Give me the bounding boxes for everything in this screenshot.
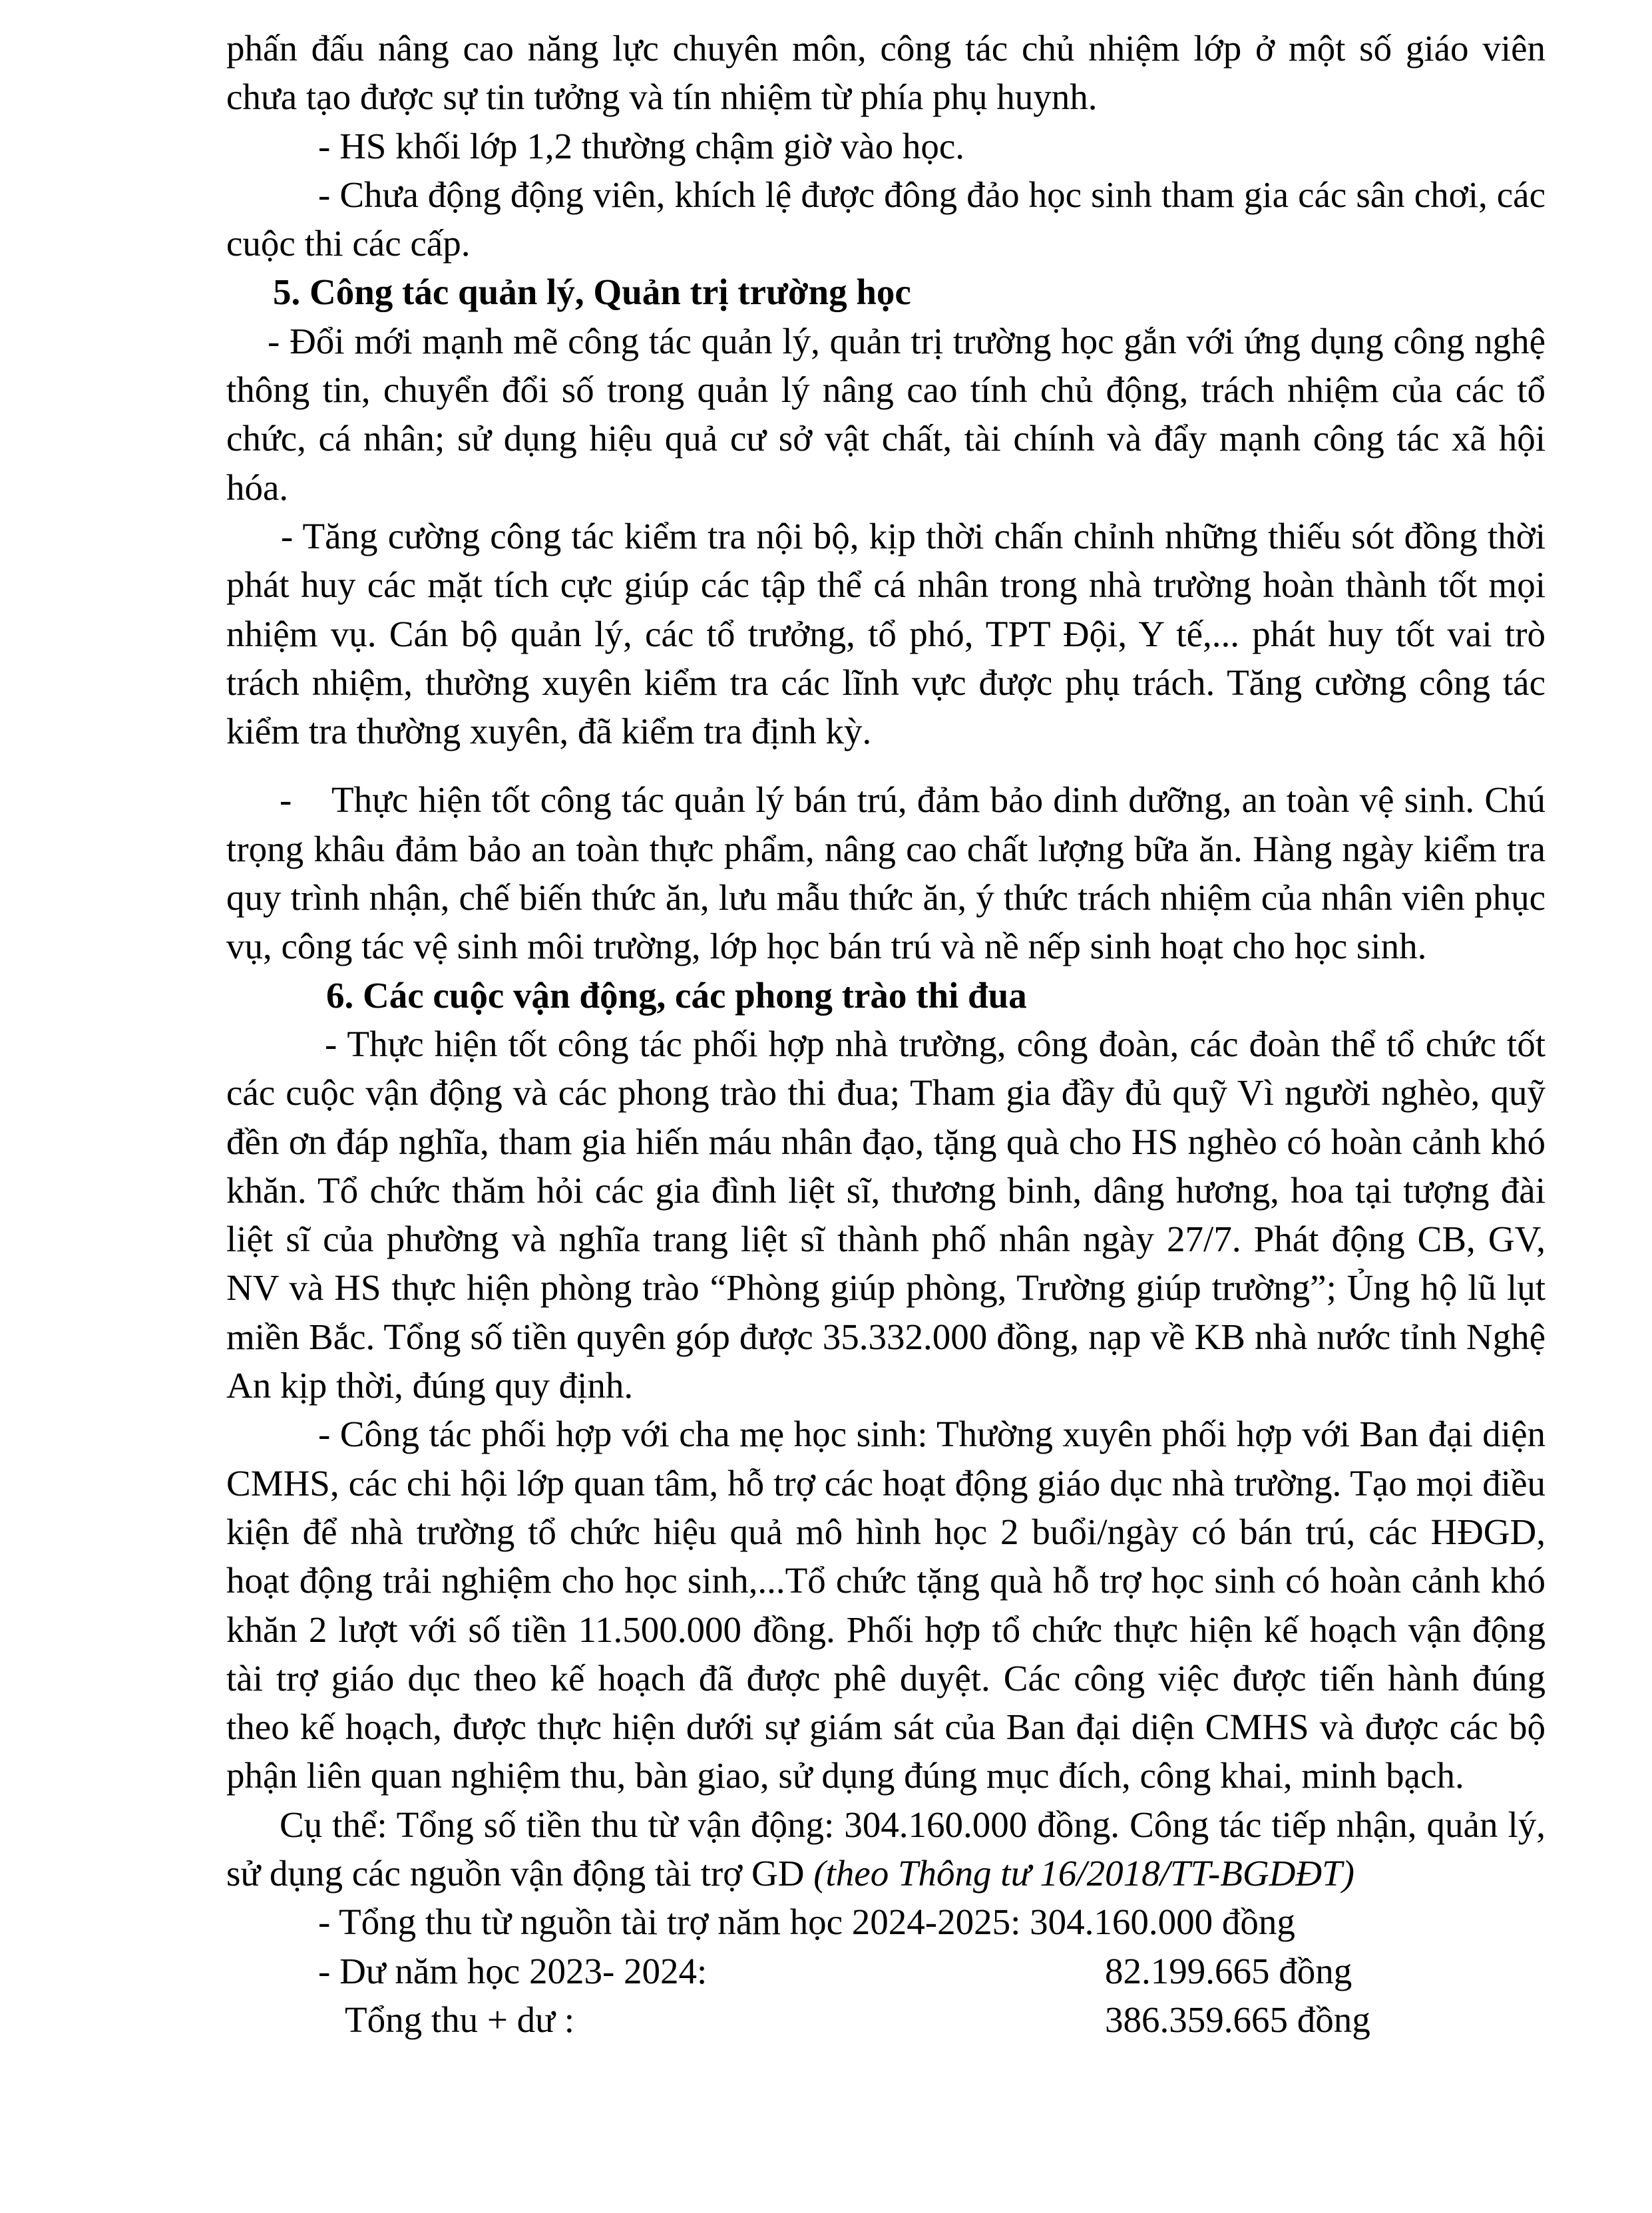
paragraph-parent-cooperation: - Công tác phối hợp với cha mẹ học sinh: Thường xuyên phối hợp với Ban đại diện CMHS, các chi hội lớp quan tâm, hỗ trợ các hoạt động giáo dục nhà trường. Tạo mọi điều kiện để nhà trường tổ chức hiệu quả mô hình học 2 buổi/ngày có bán trú, các HĐGD, hoạt động trải nghiệm cho học sinh,...Tổ chức tặng quà hỗ trợ học sinh có hoàn cảnh khó khăn 2 lượt với số tiền 11.500.000 đồng. Phối hợp tổ chức thực hiện kế hoạch vận động tài trợ giáo dục theo kế hoạch đã được phê duyệt. Các công việc được tiến hành đúng theo kế hoạch, được thực hiện dưới sự giám sát của Ban đại diện CMHS và được các bộ phận liên quan nghiệm thu, bàn giao, sử dụng đúng mục đích, công khai, minh bạch. (226, 1414, 1546, 1796)
paragraph-late-students: - HS khối lớp 1,2 thường chậm giờ vào học. (318, 125, 964, 166)
summary-label: Tổng thu + dư : (345, 1999, 574, 2040)
summary-value: 386.359.665 đồng (1105, 1999, 1370, 2040)
summary-row-grand-total (226, 1995, 1546, 2044)
paragraph-boarding (226, 775, 1546, 970)
summary-label: - Dư năm học 2023- 2024: (318, 1950, 708, 1991)
paragraph-management-innovation: - Đổi mới mạnh mẽ công tác quản lý, quản trị trường học gắn với ứng dụng công nghệ thông tin, chuyển đổi số trong quản lý nâng cao tính chủ động, trách nhiệm của các tổ chức, cá nhân; sử dụng hiệu quả cư sở vật chất, tài chính và đẩy mạnh công tác xã hội hóa. (226, 320, 1546, 508)
section-heading-5: 5. Công tác quản lý, Quản trị trường học (273, 272, 911, 313)
paragraph-competitions: - Chưa động động viên, khích lệ được đông đảo học sinh tham gia các sân chơi, các cuộc thi các cấp. (226, 174, 1546, 264)
paragraph-campaigns: - Thực hiện tốt công tác phối hợp nhà trường, công đoàn, các đoàn thể tổ chức tốt các cuộc vận động và các phong trào thi đua; Tham gia đầy đủ quỹ Vì người nghèo, quỹ đền ơn đáp nghĩa, tham gia hiến máu nhân đạo, tặng quà cho HS nghèo có hoàn cảnh khó khăn. Tổ chức thăm hỏi các gia đình liệt sĩ, thương binh, dâng hương, hoa tại tượng đài liệt sĩ của phường và nghĩa trang liệt sĩ thành phố nhân ngày 27/7. Phát động CB, GV, NV và HS thực hiện phòng trào “Phòng giúp phòng, Trường giúp trường”; Ủng hộ lũ lụt miền Bắc. Tổng số tiền quyên góp được 35.332.000 đồng, nạp về KB nhà nước tỉnh Nghệ An kịp thời, đúng quy định. (226, 1023, 1546, 1406)
funding-regulation: (theo Thông tư 16/2018/TT-BGDĐT) (813, 1852, 1354, 1894)
list-dash: - (280, 779, 292, 821)
summary-label: - Tổng thu từ nguồn tài trợ năm học 2024-2025: 304.160.000 đồng (318, 1902, 1295, 1943)
paragraph-continuation: phấn đấu nâng cao năng lực chuyên môn, công tác chủ nhiệm lớp ở một số giáo viên chưa tạo được sự tin tưởng và tín nhiệm từ phía phụ huynh. (226, 28, 1546, 118)
summary-row-total-funding (226, 1898, 1546, 1946)
paragraph-boarding-text: Thực hiện tốt công tác quản lý bán trú, đảm bảo dinh dưỡng, an toàn vệ sinh. Chú trọng khâu đảm bảo an toàn thực phẩm, nâng cao chất lượng bữa ăn. Hàng ngày kiểm tra quy trình nhận, chế biến thức ăn, lưu mẫu thức ăn, ý thức trách nhiệm của nhân viên phục vụ, công tác vệ sinh môi trường, lớp học bán trú và nề nếp sinh hoạt cho học sinh. (226, 779, 1546, 967)
section-heading-6: 6. Các cuộc vận động, các phong trào thi đua (326, 974, 1027, 1016)
summary-row-balance (226, 1947, 1546, 1995)
paragraph-funding-details (226, 1800, 1546, 1898)
funding-text: Cụ thể: Tổng số tiền thu từ vận động: 304.160.000 đồng. Công tác tiếp nhận, quản lý, sử dụng các nguồn vận động tài trợ GD (226, 1804, 1546, 1894)
paragraph-internal-inspection: - Tăng cường công tác kiểm tra nội bộ, kịp thời chấn chỉnh những thiếu sót đồng thời phát huy các mặt tích cực giúp các tập thể cá nhân trong nhà trường hoàn thành tốt mọi nhiệm vụ. Cán bộ quản lý, các tổ trưởng, tổ phó, TPT Đội, Y tế,... phát huy tốt vai trò trách nhiệm, thường xuyên kiểm tra các lĩnh vực được phụ trách. Tăng cường công tác kiểm tra thường xuyên, đã kiểm tra định kỳ. (226, 515, 1546, 752)
summary-value: 82.199.665 đồng (1105, 1950, 1352, 1991)
